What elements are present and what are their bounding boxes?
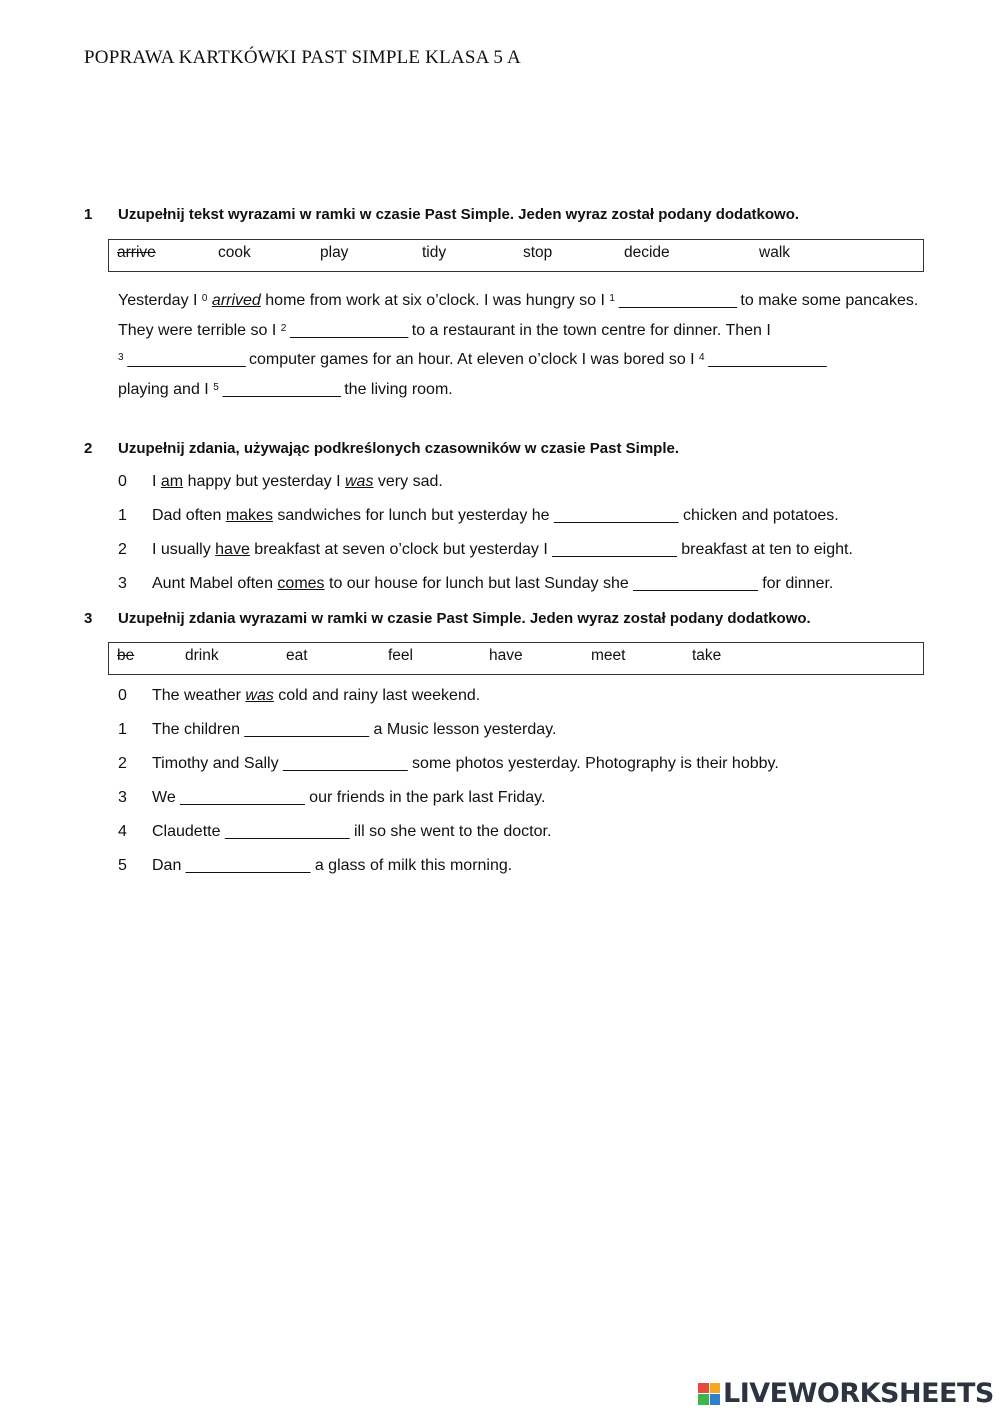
gap-number: 5 xyxy=(213,381,219,393)
word-box-item: be xyxy=(117,647,135,664)
exercise-number: 1 xyxy=(84,206,93,223)
list-item xyxy=(118,499,924,533)
word-box xyxy=(108,642,924,675)
text-segment: very sad. xyxy=(373,473,443,490)
gap-number: 1 xyxy=(609,293,615,304)
exercise-2-header xyxy=(84,440,924,457)
underlined-verb: comes xyxy=(277,575,325,592)
text-segment: Dad often xyxy=(152,507,226,524)
item-number: 2 xyxy=(118,541,127,558)
exercise-3-items xyxy=(118,679,924,883)
word-box-item: arrive xyxy=(117,244,156,261)
word-box xyxy=(108,239,924,272)
answer-blank-5[interactable]: ______________ xyxy=(218,380,345,398)
list-item xyxy=(118,747,924,781)
text-segment: to a restaurant in the town centre for dinner. Then I xyxy=(411,321,771,339)
example-answer: arrived xyxy=(211,292,261,309)
exercise-3-header xyxy=(84,610,924,627)
word-box-item: drink xyxy=(185,647,219,664)
logo-text: LIVEWORKSHEETS xyxy=(723,1378,994,1409)
exercise-2 xyxy=(84,440,924,601)
exercise-number: 2 xyxy=(84,440,93,457)
answer-sentence[interactable]: The children ______________ a Music lesson yesterday. xyxy=(152,721,557,738)
answer-sentence[interactable]: Timothy and Sally ______________ some photos yesterday. Photography is their hobby. xyxy=(152,755,779,772)
item-number: 0 xyxy=(118,687,127,704)
text-segment: playing and I xyxy=(118,380,214,398)
answer-sentence[interactable]: Claudette ______________ ill so she went to the doctor. xyxy=(152,823,552,840)
answer-sentence[interactable]: breakfast at seven o’clock but yesterday I ______________ breakfast at ten to eight. xyxy=(249,541,853,558)
item-number: 2 xyxy=(118,755,127,772)
text-segment: cold and rainy last weekend. xyxy=(273,687,481,704)
word-box-item: meet xyxy=(591,647,626,664)
liveworksheets-logo xyxy=(698,1378,994,1409)
text-segment: the living room. xyxy=(344,380,453,398)
exercise-1 xyxy=(84,206,924,404)
exercise-2-items xyxy=(118,465,924,601)
list-item xyxy=(118,849,924,883)
text-segment: happy but yesterday I xyxy=(183,473,345,490)
exercise-1-header xyxy=(84,206,924,223)
word-box-item: take xyxy=(692,647,722,664)
list-item xyxy=(118,781,924,815)
list-item xyxy=(118,533,924,567)
example-answer: was xyxy=(245,687,274,704)
exercise-instruction: Uzupełnij zdania, używając podkreślonych czasowników w czasie Past Simple. xyxy=(118,440,680,457)
page-title: POPRAWA KARTKÓWKI PAST SIMPLE KLASA 5 A xyxy=(84,47,521,68)
text-segment: I usually xyxy=(152,541,216,558)
word-box-item: play xyxy=(320,244,349,261)
word-box-item: cook xyxy=(218,244,251,261)
word-box-item: feel xyxy=(388,647,413,664)
underlined-verb: am xyxy=(160,473,184,490)
word-box-item: walk xyxy=(759,244,791,261)
text-segment: computer games for an hour. At eleven o’clock I was bored so I xyxy=(249,351,700,368)
item-number: 3 xyxy=(118,575,127,592)
list-item xyxy=(118,815,924,849)
list-item xyxy=(118,679,924,713)
item-number: 4 xyxy=(118,823,127,840)
word-box-item: tidy xyxy=(422,244,447,261)
underlined-verb: have xyxy=(215,541,250,558)
text-segment: I xyxy=(152,473,161,490)
text-segment: The weather xyxy=(152,687,246,704)
list-item xyxy=(118,465,924,499)
item-number: 5 xyxy=(118,857,127,874)
list-item xyxy=(118,713,924,747)
answer-sentence[interactable]: to our house for lunch but last Sunday she ______________ for dinner. xyxy=(324,575,834,592)
item-number: 1 xyxy=(118,721,127,738)
answer-sentence[interactable]: Dan ______________ a glass of milk this morning. xyxy=(152,857,513,874)
text-segment: Aunt Mabel often xyxy=(152,575,278,592)
word-box-item: decide xyxy=(624,244,670,261)
exercise-number: 3 xyxy=(84,610,93,627)
answer-blank-3[interactable]: ______________ xyxy=(123,351,250,368)
item-number: 1 xyxy=(118,507,127,524)
answer-sentence[interactable]: sandwiches for lunch but yesterday he ______________ chicken and potatoes. xyxy=(272,507,839,524)
item-number: 0 xyxy=(118,473,127,490)
gap-number: 2 xyxy=(280,322,287,334)
exercise-instruction: Uzupełnij tekst wyrazami w ramki w czasie Past Simple. Jeden wyraz został podany dodatkowo. xyxy=(118,206,800,223)
item-number: 3 xyxy=(118,789,127,806)
gap-number: 3 xyxy=(118,352,124,363)
gap-number: 0 xyxy=(201,293,208,304)
answer-blank-2[interactable]: ______________ xyxy=(286,321,412,339)
text-segment: to make some pancakes. They were terrible so I xyxy=(118,292,919,339)
example-answer: was xyxy=(345,473,374,490)
gap-fill-paragraph xyxy=(118,286,924,404)
answer-sentence[interactable]: We ______________ our friends in the park last Friday. xyxy=(152,789,546,806)
text-segment: Yesterday I xyxy=(118,292,202,309)
exercise-3 xyxy=(84,610,924,883)
list-item xyxy=(118,567,924,601)
word-box-item: have xyxy=(489,647,523,664)
logo-icon xyxy=(698,1383,720,1405)
underlined-verb: makes xyxy=(225,507,273,524)
answer-blank-4[interactable]: ______________ xyxy=(704,351,827,368)
text-segment: home from work at six o’clock. I was hungry so I xyxy=(260,292,610,309)
answer-blank-1[interactable]: ______________ xyxy=(614,292,741,309)
word-box-item: stop xyxy=(523,244,553,261)
exercise-instruction: Uzupełnij zdania wyrazami w ramki w czasie Past Simple. Jeden wyraz został podany dodatkowo. xyxy=(118,610,811,627)
word-box-item: eat xyxy=(286,647,308,664)
gap-number: 4 xyxy=(699,352,705,363)
